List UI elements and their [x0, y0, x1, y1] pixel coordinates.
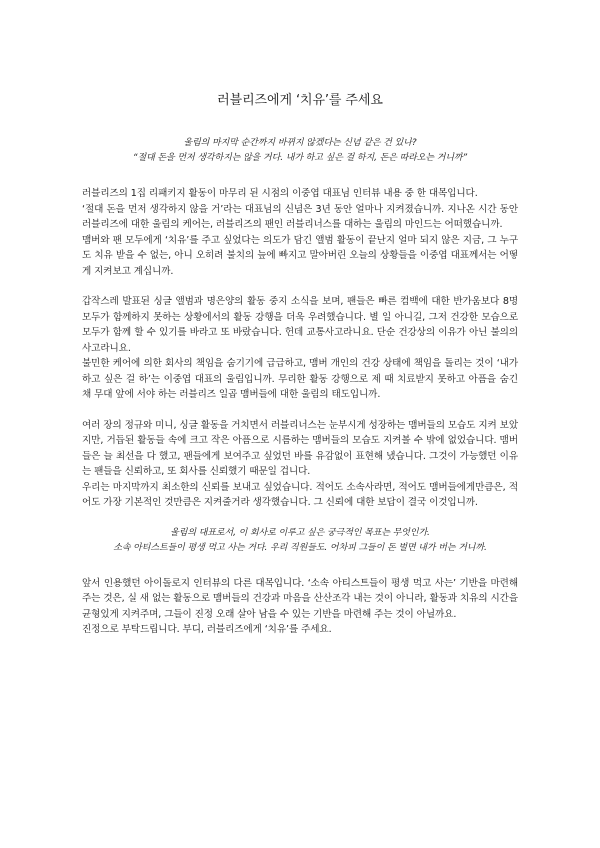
paragraph: ‘절대 돈을 먼저 생각하지 않을 거’라는 대표님의 신념은 3년 동안 얼마나 지켜졌습니까. 지나온 시간 동안 러블리즈에 대한 울림의 케어는, 러블리즈의 팬인 러블리너스를 대하는 울림의 마인드는 어떠했습니까. — [82, 203, 518, 230]
paragraph: 여러 장의 정규와 미니, 싱글 활동을 거치면서 러블리너스는 눈부시게 성장하는 맴버들의 모습도 지켜 보았지만, 거듭된 활동들 속에 크고 작은 아픔으로 시름하는 맴버들의 모습도 지켜볼 수 밖에 없었습니다. 맴버들은 늘 최선을 다 했고, 팬들에게 보여주고 싶었던 바를 유감없이 표현해 냈습니다. 그것이 가능했던 이유는 팬들을 신뢰하고, 또 회사를 신뢰했기 때문일 겁니다. — [82, 419, 518, 477]
spacer — [82, 279, 518, 294]
middle-quote-question: 울림의 대표로서, 이 회사로 이루고 싶은 궁극적인 목표는 무엇인가. — [170, 527, 430, 538]
document-title: 러블리즈에게 ‘치유’를 주세요 — [217, 93, 383, 108]
opening-quote-question: 울림의 마지막 순간까지 바뀌지 않겠다는 신념 같은 건 있나? — [183, 138, 417, 148]
middle-quote-block — [82, 526, 518, 556]
paragraph: 갑작스레 발표된 싱글 앨범과 명은양의 활동 중지 소식을 보며, 팬들은 빠른 컴백에 대한 반가움보다 8명 모두가 함께하지 못하는 상황에서의 활동 강행을 더욱 우려했습니다. 별 일 아니길, 그저 건강한 모습으로 모두가 함께 할 수 있기를 바라고 또 바랐습니다. 헌데 교통사고라니요. 단순 건강상의 이유가 아닌 불의의 사고라니요. — [82, 296, 518, 354]
opening-quote-answer: “절대 돈을 먼저 생각하지는 않을 거다. 내가 하고 싶은 걸 하지, 돈은 따라오는 거니까” — [132, 153, 468, 163]
section-3 — [82, 418, 518, 511]
section-2 — [82, 294, 518, 403]
paragraph: 맴버와 팬 모두에게 ‘치유’를 주고 싶었다는 의도가 담긴 앨범 활동이 끝난지 얼마 되지 않은 지금, 그 누구도 치유 받을 수 없는, 아니 오히려 불치의 늪에 빠지고 말아버린 오늘의 상황들을 이중엽 대표께서는 어떻게 지켜보고 계십니까. — [82, 234, 518, 277]
paragraph: 불민한 케어에 의한 회사의 책임을 숨기기에 급급하고, 맴버 개인의 건강 상태에 책임을 돌리는 것이 ‘내가 하고 싶은 걸 하’는 이중엽 대표의 울림입니까. 무리한 활동 강행으로 제 때 치료받지 못하고 아픔을 숨긴 채 무대 앞에 서야 하는 러블리즈 일곱 맴버들에 대한 울림의 태도입니까. — [82, 358, 518, 400]
opening-quote-block — [82, 136, 518, 166]
paragraph: 우리는 마지막까지 최소한의 신뢰를 보내고 싶었습니다. 적어도 소속사라면, 적어도 맴버들에게만큼은, 적어도 가장 기본적인 것만큼은 지켜줄거라 생각했습니다. 그 신뢰에 대한 보답이 결국 이것입니까. — [82, 481, 518, 508]
middle-quote-answer: 소속 아티스트들이 평생 먹고 사는 거다. 우리 직원들도. 어차피 그들이 돈 벌면 내가 버는 거니까. — [113, 542, 487, 553]
closing-paragraph: 진정으로 부탁드립니다. 부디, 러블리즈에게 ‘치유’를 주세요. — [82, 624, 332, 635]
paragraph: 앞서 인용했던 아이돌로지 인터뷰의 다른 대목입니다. ‘소속 아티스트들이 평생 먹고 사는’ 기반을 마련해 주는 것은, 실 새 없는 활동으로 맴버들의 건강과 마음을 산산조각 내는 것이 아니라, 활동과 치유의 시간을 균형있게 지켜주며, 그들이 진정 오래 살아 남을 수 있는 기반을 마련해 주는 것이 아닐까요. — [82, 577, 518, 620]
spacer — [82, 403, 518, 418]
paragraph: 러블리즈의 1집 리패키지 활동이 마무리 된 시점의 이중엽 대표님 인터뷰 내용 중 한 대목입니다. — [82, 188, 478, 199]
spacer — [82, 511, 518, 526]
section-4 — [82, 576, 518, 638]
section-1 — [82, 186, 518, 279]
